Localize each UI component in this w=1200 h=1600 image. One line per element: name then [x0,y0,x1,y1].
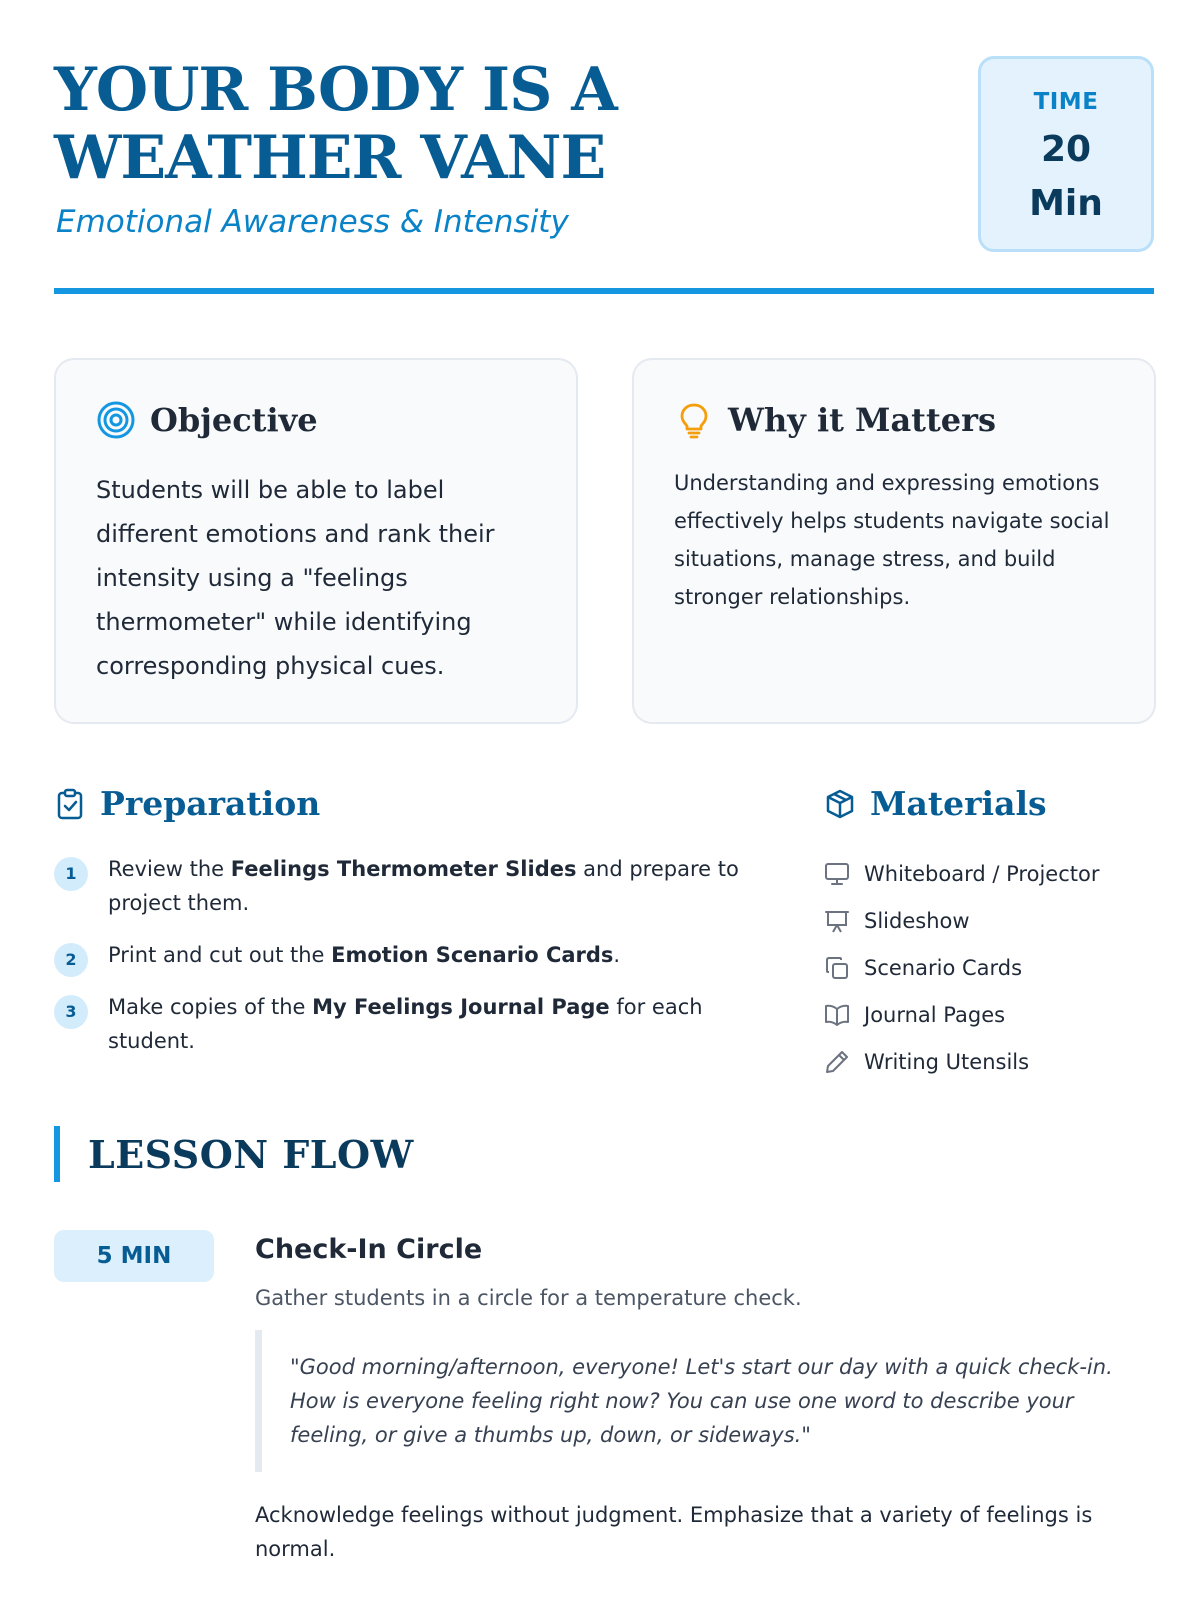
preparation-item [54,938,784,972]
page-title: YOUR BODY IS A WEATHER VANE [54,55,617,193]
why-title: Why it Matters [728,401,996,439]
objective-text: Students will be able to label different emotions and rank their intensity using a "feelings thermometer" while identifying corresponding physical cues. [96,476,495,680]
prep-text-post: and prepare to project them. [108,857,739,915]
time-value: 20 [1040,129,1092,170]
material-label: Scenario Cards [864,955,1023,980]
material-item [824,897,1154,944]
target-icon [96,400,136,440]
step-number: 3 [54,995,88,1029]
pencil-icon [824,1049,850,1075]
step-duration-badge: 5 MIN [54,1230,214,1282]
prep-text-bold: Feelings Thermometer Slides [230,857,577,881]
why-header [674,400,996,440]
material-item [824,991,1154,1038]
material-label: Whiteboard / Projector [864,861,1100,886]
lesson-header [54,56,1154,256]
monitor-icon [824,861,850,887]
material-label: Writing Utensils [864,1049,1030,1074]
header-divider [54,288,1154,294]
step-note: Acknowledge feelings without judgment. Emphasize that a variety of feelings is normal. [255,1503,1093,1561]
step-description: Gather students in a circle for a temperature check. [255,1286,802,1310]
objective-title: Objective [150,401,318,439]
preparation-title: Preparation [100,784,321,823]
lightbulb-icon [674,400,714,440]
prep-text-pre: Review the [108,857,231,881]
presentation-icon [824,908,850,934]
prep-text-bold: My Feelings Journal Page [312,995,610,1019]
material-item [824,1038,1154,1085]
lesson-flow-header [54,1126,414,1182]
step-script-quote: "Good morning/afternoon, everyone! Let's start our day with a quick check-in. How is everyone feeling right now? You can use one word to describe your feeling, or give a thumbs up, down, or sideways." [255,1330,1115,1472]
package-icon [824,788,856,820]
clipboard-check-icon [54,788,86,820]
step-number: 1 [54,857,88,891]
materials-header [824,784,1047,823]
step-number: 2 [54,943,88,977]
material-item [824,850,1154,897]
preparation-header [54,784,320,823]
prep-text-pre: Print and cut out the [108,943,332,967]
material-item [824,944,1154,991]
time-box [978,56,1154,252]
why-text: Understanding and expressing emotions effectively helps students navigate social situations, manage stress, and build stronger relationships. [674,471,1110,609]
prep-text-post: . [613,943,621,967]
lesson-flow-title: LESSON FLOW [88,1131,414,1177]
materials-list [824,850,1154,1085]
objective-header [96,400,318,440]
preparation-item [54,852,784,920]
objective-card [54,358,578,724]
time-unit: Min [1029,183,1103,224]
preparation-item [54,990,784,1058]
why-card [632,358,1156,724]
material-label: Slideshow [864,908,970,933]
prep-text-post: for each student. [108,995,703,1053]
prep-text-pre: Make copies of the [108,995,313,1019]
preparation-list [54,852,784,1076]
material-label: Journal Pages [864,1002,1006,1027]
prep-text-bold: Emotion Scenario Cards [331,943,614,967]
page-subtitle: Emotional Awareness & Intensity [56,204,569,240]
copy-icon [824,955,850,981]
step-title: Check-In Circle [255,1234,483,1265]
book-icon [824,1002,850,1028]
materials-title: Materials [870,784,1047,823]
time-label: TIME [1033,89,1099,115]
